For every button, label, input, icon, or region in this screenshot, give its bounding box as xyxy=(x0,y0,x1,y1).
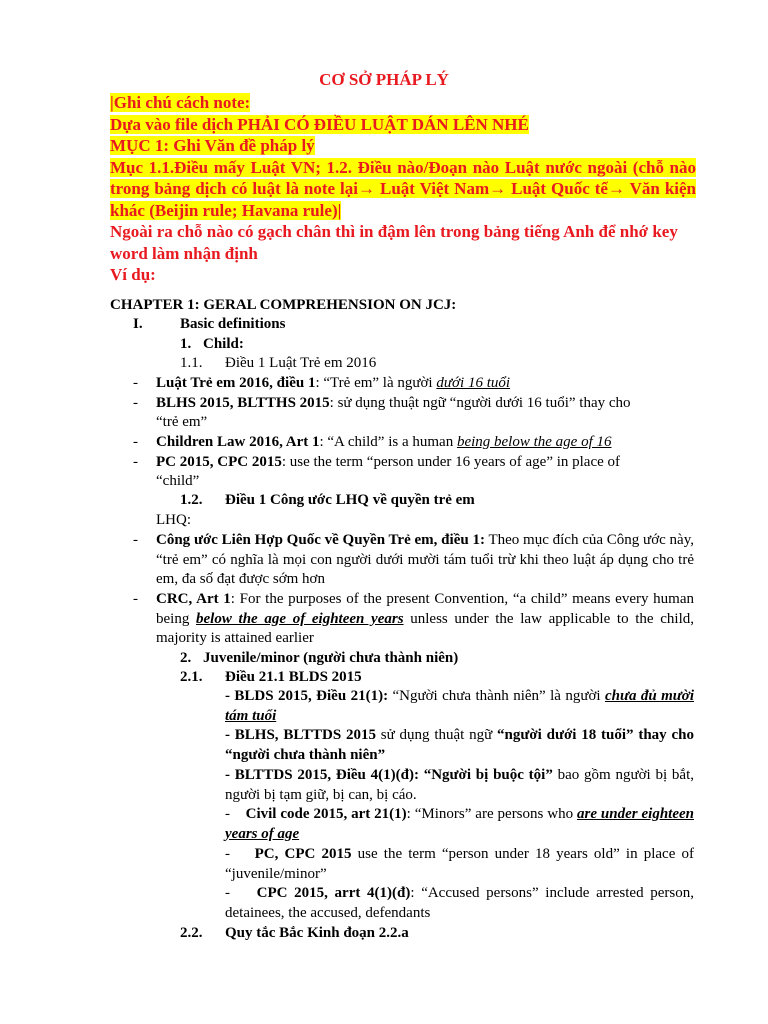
bullet-text-cont: “child” xyxy=(156,473,200,489)
item-number: 1.1. xyxy=(180,355,203,371)
chapter-heading: CHAPTER 1: GERAL COMPREHENSION ON JCJ: xyxy=(110,297,457,313)
page-title: CƠ SỞ PHÁP LÝ xyxy=(319,70,449,89)
bullet-dash: - xyxy=(133,395,138,411)
detail-text: - PC, CPC 2015 use the term “person under 18 years old” in place of “juvenile/minor” xyxy=(225,846,695,882)
item-title: Điều 21.1 BLDS 2015 xyxy=(225,669,362,685)
bullet-text: Children Law 2016, Art 1: “A child” is a human being below the age of 16 xyxy=(156,434,612,450)
bullet-dash: - xyxy=(133,532,138,548)
bullet-text: BLHS 2015, BLTTHS 2015: sử dụng thuật ngữ “người dưới 16 tuổi” thay cho xyxy=(156,395,631,411)
bullet-dash: - xyxy=(133,591,138,607)
section-title: Basic definitions xyxy=(180,316,286,332)
bullet-text: CRC, Art 1: For the purposes of the present Convention, “a child” means every human being below the age of eighteen years unless under the law applicable to the child, majority is attained earlier xyxy=(156,591,695,646)
note-line-4c: Luật Quốc tế xyxy=(506,179,608,198)
detail-text: - BLHS, BLTTDS 2015 sử dụng thuật ngữ “người dưới 18 tuổi” thay cho “người chưa thành niên” xyxy=(225,727,694,763)
item-number: 2.1. xyxy=(180,669,203,685)
subsection-number: 1. xyxy=(180,336,192,352)
item-title: Quy tắc Bắc Kinh đoạn 2.2.a xyxy=(225,925,409,941)
bullet-text: Công ước Liên Hợp Quốc về Quyền Trẻ em, điều 1: Theo mục đích của Công ước này, “trẻ em” có nghĩa là mọi con người dưới mười tám tuổi trừ khi theo luật áp dụng cho trẻ em, đa số đạt được sớm hơn xyxy=(156,532,694,587)
item-title: Điều 1 Luật Trẻ em 2016 xyxy=(225,355,377,371)
item-number: 2.2. xyxy=(180,925,203,941)
note-block xyxy=(110,92,696,286)
detail-text: - BLTTDS 2015, Điều 4(1)(đ): “Người bị buộc tội” bao gồm người bị bắt, người bị tạm giữ, bị can, bị cáo. xyxy=(225,767,694,803)
note-line-5: Ngoài ra chỗ nào có gạch chân thì in đậm lên trong bảng tiếng Anh để nhớ key word làm nhận định xyxy=(110,222,678,263)
note-line-4b: Luật Việt Nam xyxy=(375,179,490,198)
subsection-title: Child: xyxy=(203,336,244,352)
subsection-title: Juvenile/minor (người chưa thành niên) xyxy=(203,650,459,666)
bullet-dash: - xyxy=(133,434,138,450)
note-line-2: Dựa vào file dịch PHẢI CÓ ĐIỀU LUẬT DÁN LÊN NHÉ xyxy=(110,114,529,134)
arrow-icon: → xyxy=(607,179,625,198)
note-line-4d: Văn kiện khác (Beijin rule; Havana rule)| xyxy=(110,179,697,220)
note-line-1: |Ghi chú cách note: xyxy=(110,93,251,112)
bullet-dash: - xyxy=(133,375,138,391)
label-text: LHQ: xyxy=(156,512,191,528)
arrow-icon: → xyxy=(489,179,507,198)
bullet-dash: - xyxy=(133,454,138,470)
bullet-text: Luật Trẻ em 2016, điều 1: “Trẻ em” là người dưới 16 tuổi xyxy=(156,375,511,391)
note-line-6: Ví dụ: xyxy=(110,265,156,284)
bullet-text-cont: “trẻ em” xyxy=(156,414,208,430)
detail-text: - BLDS 2015, Điều 21(1): “Người chưa thành niên” là người chưa đủ mười tám tuổi xyxy=(225,688,694,724)
note-line-4: Mục 1.1.Điều mấy Luật VN; 1.2. Điều nào/Đoạn nào Luật nước ngoài (chỗ nào trong bảng dịch có luật là note lại xyxy=(110,157,696,198)
subsection-number: 2. xyxy=(180,650,192,666)
detail-text: - CPC 2015, arrt 4(1)(đ): “Accused persons” include arrested person, detainees, the accused, defendants xyxy=(225,885,694,921)
note-line-3: MỤC 1: Ghi Văn đề pháp lý xyxy=(110,136,315,155)
arrow-icon: → xyxy=(358,179,376,198)
item-number: 1.2. xyxy=(180,492,203,508)
section-number: I. xyxy=(133,316,143,332)
bullet-text: PC 2015, CPC 2015: use the term “person under 16 years of age” in place of xyxy=(156,454,621,470)
item-title: Điều 1 Công ước LHQ về quyền trẻ em xyxy=(225,492,475,508)
detail-text: - Civil code 2015, art 21(1): “Minors” are persons who are under eighteen years of age xyxy=(225,806,695,842)
